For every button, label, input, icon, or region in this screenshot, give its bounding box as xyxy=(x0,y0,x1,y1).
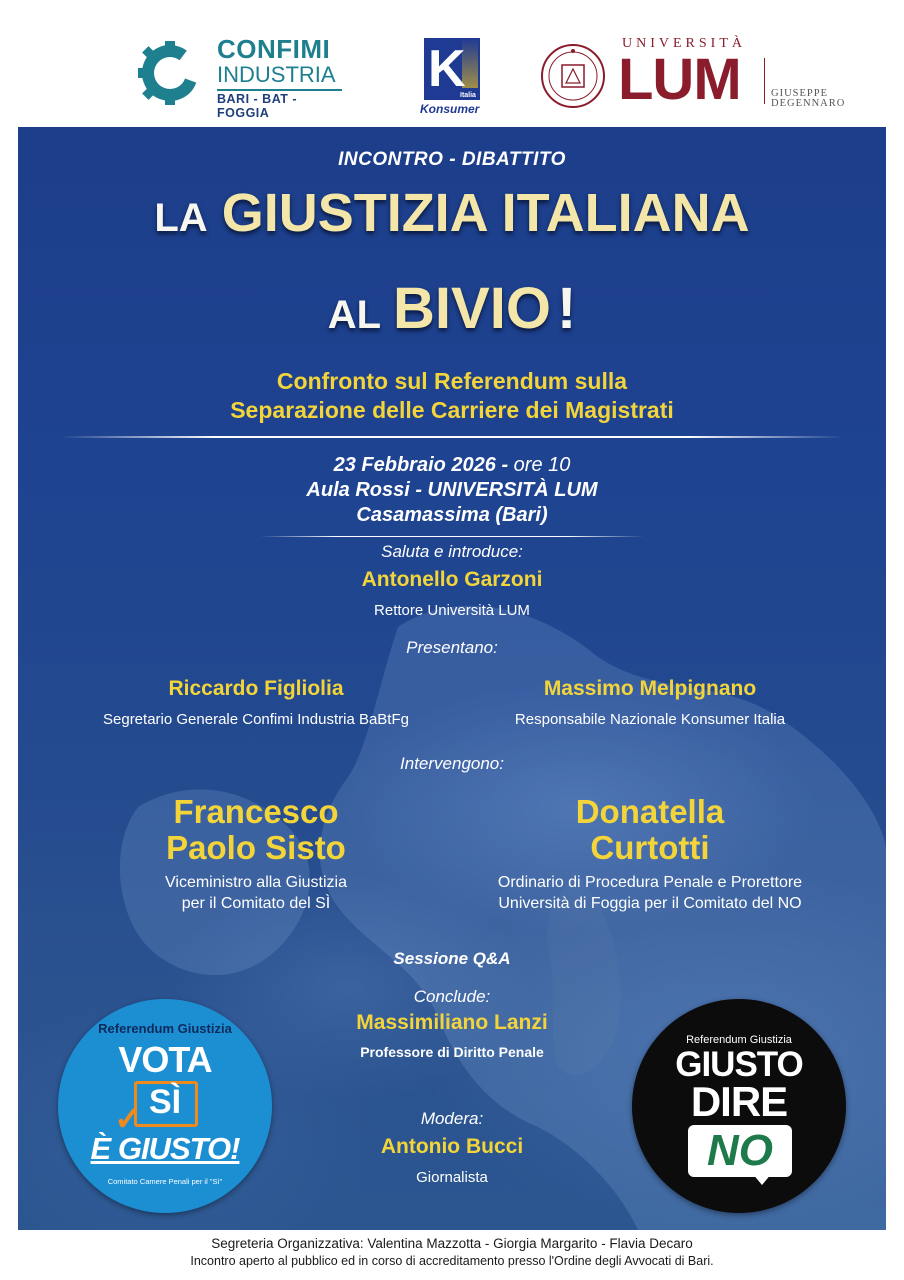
event-date-time xyxy=(18,453,886,478)
footer-accreditamento: Incontro aperto al pubblico ed in corso di accreditamento presso l'Ordine degli Avvocati di Bari. xyxy=(190,1254,714,1268)
speaker-left-name-2: Paolo Sisto xyxy=(166,829,346,866)
lum-degennaro: DEGENNARO xyxy=(771,98,846,109)
gear-c-icon xyxy=(137,40,203,106)
event-time: ore 10 xyxy=(508,454,571,476)
konsumer-logo xyxy=(420,38,488,116)
title-bivio: BIVIO xyxy=(393,276,551,341)
divider-top xyxy=(60,436,844,438)
badge-si-footer: Comitato Camere Penali per il "Sì" xyxy=(107,1177,223,1186)
speaker-right-name-2: Curtotti xyxy=(590,829,710,866)
saluta-role: Rettore Università LUM xyxy=(374,602,530,619)
badge-no-text: NO xyxy=(707,1126,773,1175)
conclude-name: Massimiliano Lanzi xyxy=(356,1011,548,1034)
title-giustizia-italiana: GIUSTIZIA ITALIANA xyxy=(221,183,750,243)
speaker-left-role-2: per il Comitato del SÌ xyxy=(181,895,331,912)
saluta-label: Saluta e introduce: xyxy=(381,542,523,561)
lum-seal-icon xyxy=(540,43,606,109)
modera-name: Antonio Bucci xyxy=(380,1135,524,1158)
checkmark-icon: ✓ xyxy=(114,1100,143,1138)
konsumer-name: Konsumer xyxy=(420,102,480,116)
konsumer-italia: Italia xyxy=(460,92,476,99)
speaker-left-name xyxy=(78,794,434,866)
subtitle-line-1: Confronto sul Referendum sulla xyxy=(276,368,628,394)
presenter-right-role: Responsabile Nazionale Konsumer Italia xyxy=(514,711,786,728)
event-venue: Aula Rossi - UNIVERSITÀ LUM xyxy=(306,479,598,501)
speaker-left-name-1: Francesco xyxy=(173,793,339,830)
confimi-industria-logo xyxy=(137,34,347,120)
event-city: Casamassima (Bari) xyxy=(356,504,548,526)
title-line-2 xyxy=(18,275,886,342)
konsumer-k: K xyxy=(428,40,466,98)
divider-middle xyxy=(260,536,644,537)
conclude-role: Professore di Diritto Penale xyxy=(360,1044,544,1060)
event-kicker: INCONTRO - DIBATTITO xyxy=(338,149,566,170)
conclude-label: Conclude: xyxy=(413,987,491,1006)
speaker-right-role-1: Ordinario di Procedura Penale e Prorettore xyxy=(497,874,803,891)
universita-lum-logo xyxy=(540,38,860,114)
presentano-label: Presentano: xyxy=(406,638,498,657)
modera-role: Giornalista xyxy=(416,1169,488,1186)
badge-no-giusto: GIUSTO xyxy=(675,1045,803,1084)
speaker-left-role xyxy=(78,872,434,914)
vota-si-badge xyxy=(58,999,272,1213)
speaker-right-name xyxy=(470,794,830,866)
lum-wordmark: LUM xyxy=(618,47,741,112)
speaker-left-role-1: Viceministro alla Giustizia xyxy=(165,874,347,891)
event-date: 23 Febbraio 2026 - xyxy=(333,454,509,476)
giusto-dire-no-badge xyxy=(632,999,846,1213)
title-exclamation: ! xyxy=(556,276,577,341)
presenter-left-name: Riccardo Figliolia xyxy=(168,677,344,700)
lum-universita: UNIVERSITÀ xyxy=(622,36,746,51)
event-poster xyxy=(18,127,886,1230)
lum-separator xyxy=(764,58,765,104)
confimi-line2: INDUSTRIA xyxy=(217,62,336,87)
modera-label: Modera: xyxy=(420,1109,484,1128)
title-line-1 xyxy=(18,182,886,244)
badge-si-vota: VOTA xyxy=(118,1039,212,1080)
badge-si-text: SÌ xyxy=(148,1083,182,1121)
badge-si-referendum: Referendum Giustizia xyxy=(98,1021,232,1036)
speaker-right-name-1: Donatella xyxy=(575,793,725,830)
speaker-right-role xyxy=(470,872,830,914)
badge-si-giusto: È GIUSTO! xyxy=(90,1131,240,1166)
header-logos xyxy=(0,0,904,125)
presenter-right-name: Massimo Melpignano xyxy=(543,677,757,700)
title-la: LA xyxy=(154,196,208,240)
confimi-line3: BARI - BAT - FOGGIA xyxy=(217,92,298,120)
title-al: AL xyxy=(327,293,382,337)
badge-no-dire: DIRE xyxy=(690,1078,788,1125)
speaker-right-role-2: Università di Foggia per il Comitato del NO xyxy=(498,895,802,912)
subtitle-line-2: Separazione delle Carriere dei Magistrati xyxy=(230,397,674,423)
saluta-name: Antonello Garzoni xyxy=(361,568,543,591)
lum-giuseppe: GIUSEPPE xyxy=(771,88,829,99)
confimi-divider xyxy=(217,89,342,91)
footer-segreteria: Segreteria Organizzativa: Valentina Mazzotta - Giorgia Margarito - Flavia Decaro xyxy=(211,1236,693,1251)
qa-session-label: Sessione Q&A xyxy=(393,949,511,968)
presenter-left-role: Segretario Generale Confimi Industria BaBtFg xyxy=(103,711,409,728)
badge-no-referendum: Referendum Giustizia xyxy=(686,1034,792,1046)
confimi-line1: CONFIMI xyxy=(217,34,331,64)
intervengono-label: Intervengono: xyxy=(400,754,504,773)
